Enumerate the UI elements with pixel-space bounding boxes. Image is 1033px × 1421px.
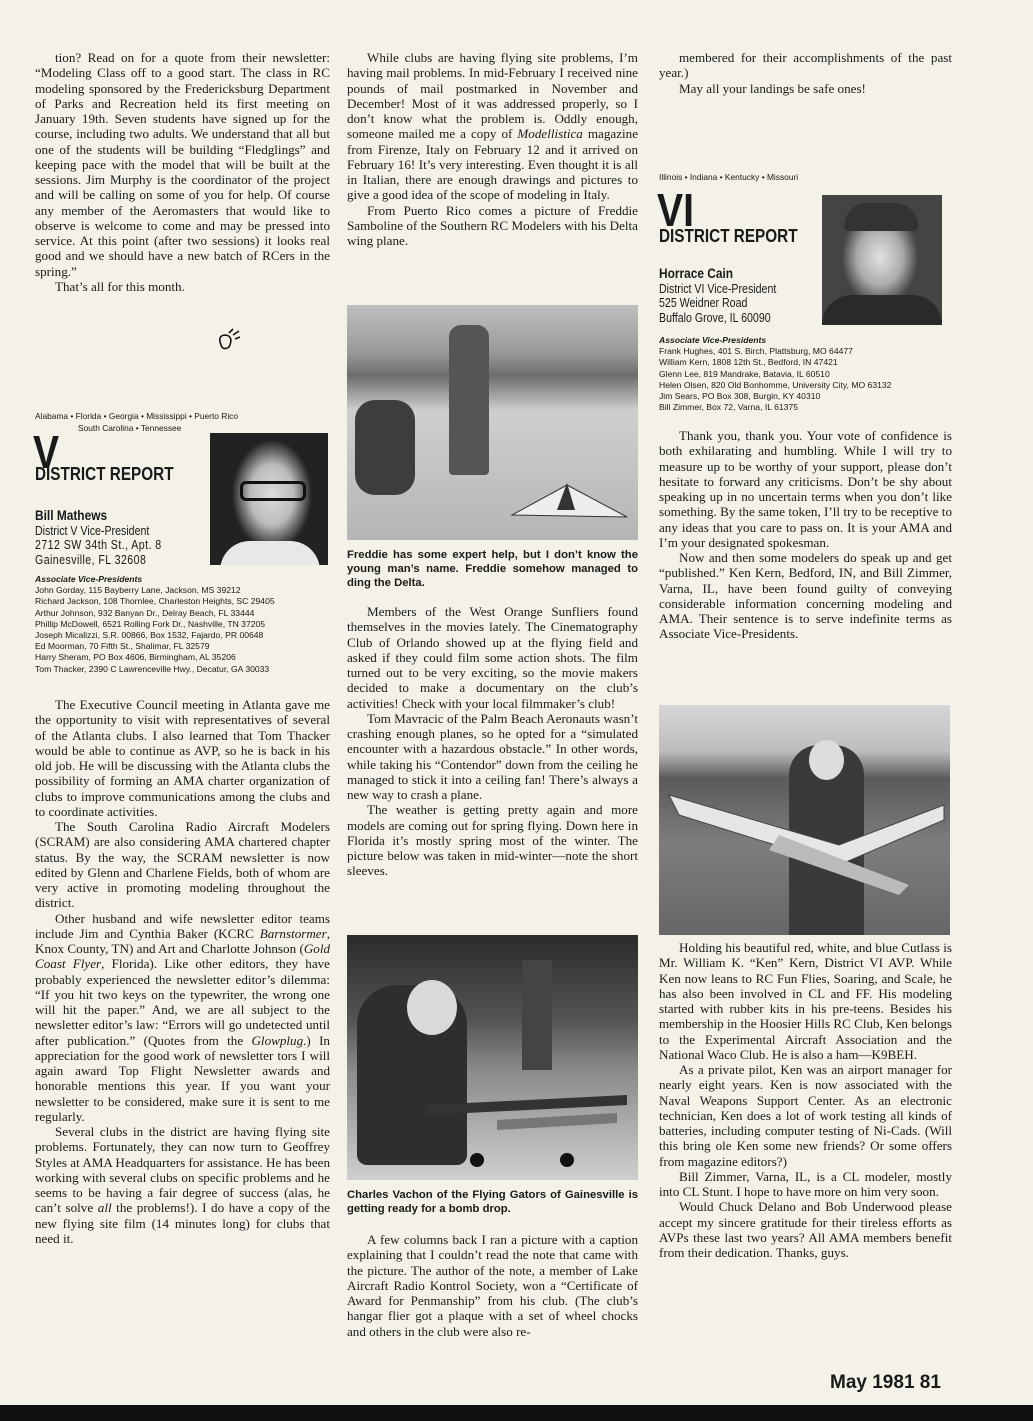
paragraph (659, 550, 952, 642)
crouching-boy (355, 400, 415, 495)
text-run: The weather is getting pretty again and more models are coming out for spring flying. Down here in Florida it’s mostly spring most of the winter. The picture below was taken in mid-winter—note the short sleeves. (347, 802, 638, 879)
associate-entry: Frank Hughes, 401 S. Birch, Plattsburg, MO 64477 (659, 346, 853, 357)
eyeglasses (240, 481, 306, 501)
paragraph (659, 81, 952, 96)
district-report-heading: DISTRICT REPORT (35, 464, 174, 484)
delta-wing-plane (507, 475, 637, 535)
vp-info (659, 266, 776, 325)
hair (844, 203, 918, 231)
cutlass-model-plane (659, 765, 950, 905)
associates-heading: Associate Vice-Presidents (35, 574, 143, 584)
col1-top-text (35, 50, 330, 294)
text-run: the problems!). I do have a copy of the new flying site film (14 minutes long) for clubs that need it. (35, 1200, 330, 1246)
vp-name: Bill Mathews (35, 507, 108, 523)
paragraph (35, 50, 330, 279)
col2-bottom-text (347, 1232, 638, 1339)
text-run: As a private pilot, Ken was an airport manager for nearly eight years. Ken is now associated with the Naval Weapons Support Center. As an electronic technician, Ken does a lot of work testing all kinds of batteries, including computer testing of Ni-Cads. (Will this bring ole Ken some new friends? Or some offers from magazine editors?) (659, 1062, 952, 1169)
associate-entry: Ed Moorman, 70 Fifth St., Shalimar, FL 32579 (35, 641, 210, 652)
text-run: Bill Zimmer, Varna, IL, is a CL modeler, mostly into CL Stunt. I hope to have more on him very soon. (659, 1168, 952, 1199)
associate-entry: Jim Sears, PO Box 308, Burgin, KY 40310 (659, 391, 821, 402)
text-run: .) In appreciation for the good work of newsletter tors I will again award Top Flight Newsletter awards and honorable mentions this year. If you want your newsletter to be considered, make sure it is sent to me regularly. (35, 1032, 330, 1124)
associate-entry: John Gorday, 115 Bayberry Lane, Jackson, MS 39212 (35, 585, 241, 596)
paragraph (35, 911, 330, 1125)
vp-address-1: 525 Weidner Road (659, 296, 748, 310)
col3-top-text (659, 50, 952, 96)
text-run: A few columns back I ran a picture with a caption explaining that I couldn’t read the note that came with the picture. The author of the note, a member of Lake Aircraft Radio Kontrol Society, won a “Certificate of Award for Penmanship” from his club. (The club’s hangar flier got a plaque with a set of wheel chocks and others in the club were also re- (347, 1232, 638, 1339)
text-run: The South Carolina Radio Aircraft Modelers (SCRAM) are also considering AMA chartered chapter status. By the way, the SCRAM newsletter is now edited by Glenn and Charlene Fields, both of whom are very active in promoting modeling throughout the district. (35, 819, 330, 911)
text-run: magazine from Firenze, Italy on February 12 and it arrived on February 16! It’s very interesting. Even thought it is all in Italian, there are enough drawings and pictures to give a good idea of the scope of modeling in Italy. (347, 126, 639, 203)
paragraph (35, 819, 330, 911)
col2-top-text (347, 50, 638, 248)
jacket (822, 295, 942, 325)
standing-man (449, 325, 489, 475)
col3-bottom-text (659, 940, 952, 1260)
photo-caption-1: Freddie has some expert help, but I don’t know the young man’s name. Freddie somehow managed to ding the Delta. (347, 549, 638, 589)
paragraph (659, 1062, 952, 1169)
text-run: Now and then some modelers do speak up and get “published.” Ken Kern, Bedford, IN, and Bill Zimmer, Varna, IL, have been found guilty of conveying considerable information concerning modeling and AMA. Their sentence is to serve indefinite terms as Associate Vice-Presidents. (659, 550, 952, 642)
vp-address-2: Buffalo Grove, IL 60090 (659, 310, 771, 325)
associates-list-v (35, 574, 275, 675)
text-run: Other husband and wife newsletter editor teams include Jim and Cynthia Baker (KCRC (35, 910, 330, 941)
portrait-photo-horrace-cain (822, 195, 942, 325)
paragraph (659, 940, 952, 1062)
text-run: tion? Read on for a quote from their newsletter: “Modeling Class off to a good start. The class in RC modeling sponsored by the Fredericksburg Department of Parks and Recreation held its first meeting on January 19th. Seven students have signed up for the course, including two adults. We understand that all but one of the students will be building “Fledglings” and keeping pace with the model that will be built at the sessions. Jim Murphy is the coordinator of the project and will be calling on some of you for help. Of course any member of the Aeromasters that would like to observe is welcome to come and may be pressed into service. At this point (after two sessions) it looks real good and we should have a new batch of RCers in the spring.” (35, 50, 330, 279)
associate-entry: Helen Olsen, 820 Old Bonhomme, University City, MO 63132 (659, 379, 892, 390)
paragraph (347, 203, 638, 249)
paragraph (35, 279, 330, 294)
standing-person (522, 960, 552, 1070)
italic-text: Modellistica (517, 126, 583, 142)
text-run: membered for their accomplishments of the past year.) (659, 50, 952, 81)
text-run: , Florida). Like other editors, they have probably experienced the newsletter editor’s dilemma: “If you hit two keys on the typewriter, the wrong one will hit the paper.” And, we are all subject to the newsletter editor’s law: “Errors will go undetected until after publication.” (Quotes from the (35, 956, 330, 1048)
head (407, 980, 457, 1035)
col1-body-text (35, 697, 330, 1246)
associate-entry: Glenn Lee, 819 Mandrake, Batavia, IL 60510 (659, 368, 830, 379)
district-vi-states: Illinois • Indiana • Kentucky • Missouri (659, 172, 799, 182)
text-run: That’s all for this month. (55, 278, 185, 294)
associate-entry: Phillip McDowell, 6521 Rolling Fork Dr., Nashville, TN 37205 (35, 618, 266, 629)
district-report-heading: DISTRICT REPORT (659, 226, 798, 246)
signature-doodle-icon (215, 327, 245, 355)
paragraph (659, 428, 952, 550)
associates-heading: Associate Vice-Presidents (659, 335, 767, 345)
italic-text: Gold Coast Flyer (35, 941, 330, 972)
vp-name: Horrace Cain (659, 265, 734, 281)
district-number: VI (657, 184, 694, 236)
italic-text: Glowplug (251, 1032, 304, 1048)
paragraph (347, 802, 638, 878)
text-run: May all your landings be safe ones! (679, 80, 866, 96)
paragraph (659, 1169, 952, 1200)
paragraph (347, 50, 638, 203)
vp-info (35, 508, 162, 567)
associate-entry: Joseph Micalizzi, S.R. 00866, Box 1532, Fajardo, PR 00648 (35, 630, 264, 641)
district-v-states-2: South Carolina • Tennessee (78, 423, 182, 433)
scan-edge (0, 1405, 1033, 1421)
vp-title: District V Vice-President (35, 523, 150, 538)
photo-flying-gators (347, 935, 638, 1180)
vp-title: District VI Vice-President (659, 281, 777, 296)
photo-caption-2: Charles Vachon of the Flying Gators of Gainesville is getting ready for a bomb drop. (347, 1189, 638, 1215)
portrait-photo-bill-mathews (210, 433, 328, 565)
shirt (220, 541, 320, 565)
text-run: Would Chuck Delano and Bob Underwood please accept my sincere gratitude for their tireless efforts as AVPs these last two years? All AMA members benefit from their dedication. Thanks, guys. (659, 1199, 952, 1260)
text-run: Members of the West Orange Sunfliers found themselves in the movies lately. The Cinematography Club of Orlando showed up at the flying field and asked if they could film some action shots. The film turned out to be very exciting, so the movie makers decided to make a documentary on the club’s activities! Check with your local filmmaker’s club! (347, 604, 638, 711)
model-airplane (417, 1075, 637, 1170)
associates-list-vi (659, 335, 891, 413)
text-run: While clubs are having flying site problems, I’m having mail problems. In mid-February I received nine pounds of mail postmarked in November and December! Most of it was addressed properly, so I don’t know what the problem is. Oddly enough, someone mailed me a copy of (347, 50, 638, 142)
paragraph (35, 1124, 330, 1246)
paragraph (347, 711, 638, 803)
district-number: V (33, 426, 60, 478)
text-run: Several clubs in the district are having flying site problems. Fortunately, they can now turn to Geoffrey Styles at AMA Headquarters for assistance. He has been working with several clubs on specific problems and he seems to be having a fair degree of success (alas, he can’t solve (35, 1124, 330, 1216)
vp-address-1: 2712 SW 34th St., Apt. 8 (35, 538, 162, 552)
district-v-states: Alabama • Florida • Georgia • Mississippi • Puerto Rico (35, 411, 239, 421)
vp-address-2: Gainesville, FL 32608 (35, 552, 147, 567)
associate-entry: Tom Thacker, 2390 C Lawrenceville Hwy., Decatur, GA 30033 (35, 663, 270, 674)
associate-entry: Harry Sheram, PO Box 4606, Birmingham, AL 35206 (35, 652, 236, 663)
photo-delta-wing-plane (347, 305, 638, 540)
text-run: From Puerto Rico comes a picture of Freddie Samboline of the Southern RC Modelers with his Delta wing plane. (347, 202, 638, 248)
associate-entry: Richard Jackson, 108 Thornlee, Charleston Heights, SC 29405 (35, 596, 275, 607)
text-run: Thank you, thank you. Your vote of confidence is both exhilarating and humbling. While I will try to measure up to be worthy of your support, please don’t hesitate to forward any criticisms. Don’t be shy about speaking up in no uncertain terms when you don’t like something. By the same token, I’ll try to be receptive to any ideas that you care to pass on. It is your AMA and I’m your designated spokesman. (659, 428, 952, 550)
italic-text: Barnstormer (259, 925, 327, 941)
text-run: The Executive Council meeting in Atlanta gave me the opportunity to visit with representatives of several of the Atlanta clubs. I also learned that Tom Thacker would be able to continue as AVP, so he is back in his old job. He will be discussing with the Atlanta clubs the possibility of forming an AMA charter organization of clubs to improve communications among the clubs and to coordinate activities. (35, 697, 330, 819)
text-run: Tom Mavracic of the Palm Beach Aeronauts wasn’t crashing enough planes, so he opted for a “simulated encounter with a hazardous obstacle.” In other words, while taking his “Contendor” down from the ceiling he managed to stick it into a ceiling fan! There’s always a new way to crash a plane. (347, 710, 638, 802)
italic-text: all (97, 1200, 112, 1216)
paragraph (35, 697, 330, 819)
paragraph (347, 604, 638, 711)
text-run: , Knox County, TN) and Art and Charlotte Johnson ( (35, 925, 330, 956)
paragraph (659, 50, 952, 81)
paragraph (659, 1199, 952, 1260)
page-footer-date-page-number: May 1981 81 (830, 1372, 941, 1393)
col3-mid-text (659, 428, 952, 642)
col2-mid-text (347, 604, 638, 879)
text-run: Holding his beautiful red, white, and blue Cutlass is Mr. William K. “Ken” Kern, District VI AVP. While Ken now leans to RC Fun Flies, Soaring, and Scale, he has also been involved in CL and FF. His modeling started with rubber kits in his pre-teens. Besides his membership in the Hoosier Hills RC Club, Ken belongs to the Experimental Aircraft Association and the National Waco Club. He is also a ham—K9BEH. (659, 940, 952, 1062)
associate-entry: Bill Zimmer, Box 72, Varna, IL 61375 (659, 402, 798, 413)
paragraph (347, 1232, 638, 1339)
associate-entry: William Kern, 1808 12th St., Bedford, IN 47421 (659, 357, 838, 368)
associate-entry: Arthur Johnson, 932 Banyan Dr., Delray Beach, FL 33444 (35, 607, 255, 618)
photo-ken-kern-cutlass (659, 705, 950, 935)
